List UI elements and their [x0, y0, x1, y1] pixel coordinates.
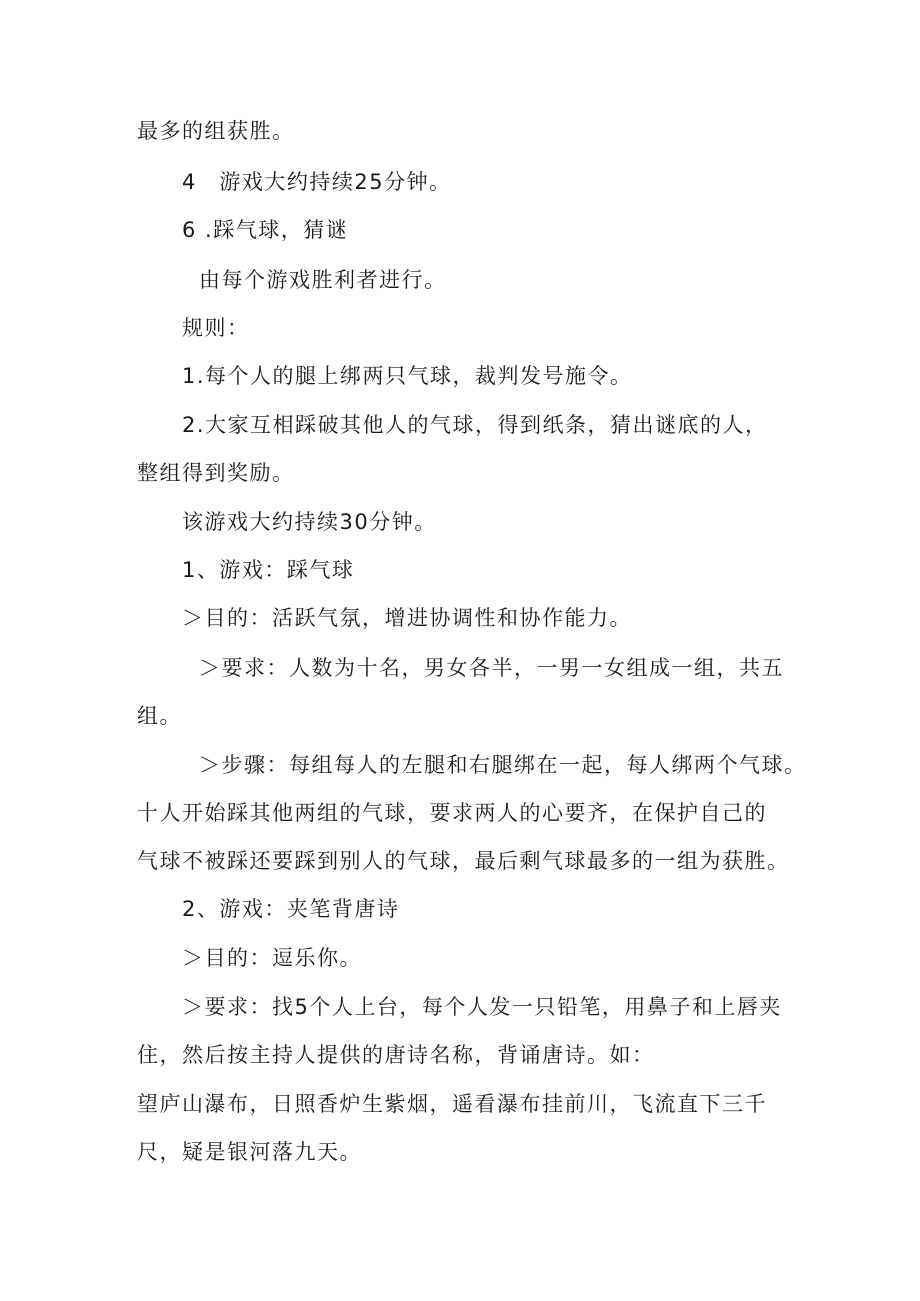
text-line: 由每个游戏胜利者进行。: [199, 268, 447, 292]
section-heading: 1、游戏：踩气球: [182, 558, 355, 582]
poem-line: 望庐山瀑布，日照香炉生紫烟，遥看瀑布挂前川，飞流直下三千: [137, 1092, 767, 1116]
text-line: 4 游戏大约持续25分钟。: [182, 170, 452, 194]
text-line: 规则：: [182, 316, 250, 340]
text-line: ＞目的：活跃气氛，增进协调性和协作能力。: [182, 606, 632, 630]
text-line: ＞目的：逗乐你。: [182, 946, 362, 970]
text-line: 整组得到奖励。: [137, 461, 295, 485]
text-line: ＞步骤：每组每人的左腿和右腿绑在一起，每人绑两个气球。: [199, 753, 807, 777]
text-line: 最多的组获胜。: [137, 119, 295, 143]
section-heading: 2、游戏：夹笔背唐诗: [182, 897, 400, 921]
text-line: ＞要求：人数为十名，男女各半，一男一女组成一组，共五: [199, 656, 784, 680]
text-line: 该游戏大约持续30分钟。: [182, 510, 437, 534]
text-line: 气球不被踩还要踩到别人的气球，最后剩气球最多的一组为获胜。: [137, 849, 790, 873]
list-item: 2.大家互相踩破其他人的气球，得到纸条，猜出谜底的人，: [182, 413, 768, 437]
list-item: 1.每个人的腿上绑两只气球，裁判发号施令。: [182, 364, 633, 388]
text-line: 组。: [137, 704, 182, 728]
section-heading: 6 .踩气球，猜谜: [182, 218, 349, 242]
text-line: 十人开始踩其他两组的气球，要求两人的心要齐，在保护自己的: [137, 801, 767, 825]
text-line: ＞要求：找5个人上台，每个人发一只铅笔，用鼻子和上唇夹: [182, 995, 782, 1019]
text-line: 住，然后按主持人提供的唐诗名称，背诵唐诗。如：: [137, 1043, 655, 1067]
poem-line: 尺，疑是银河落九天。: [137, 1140, 362, 1164]
